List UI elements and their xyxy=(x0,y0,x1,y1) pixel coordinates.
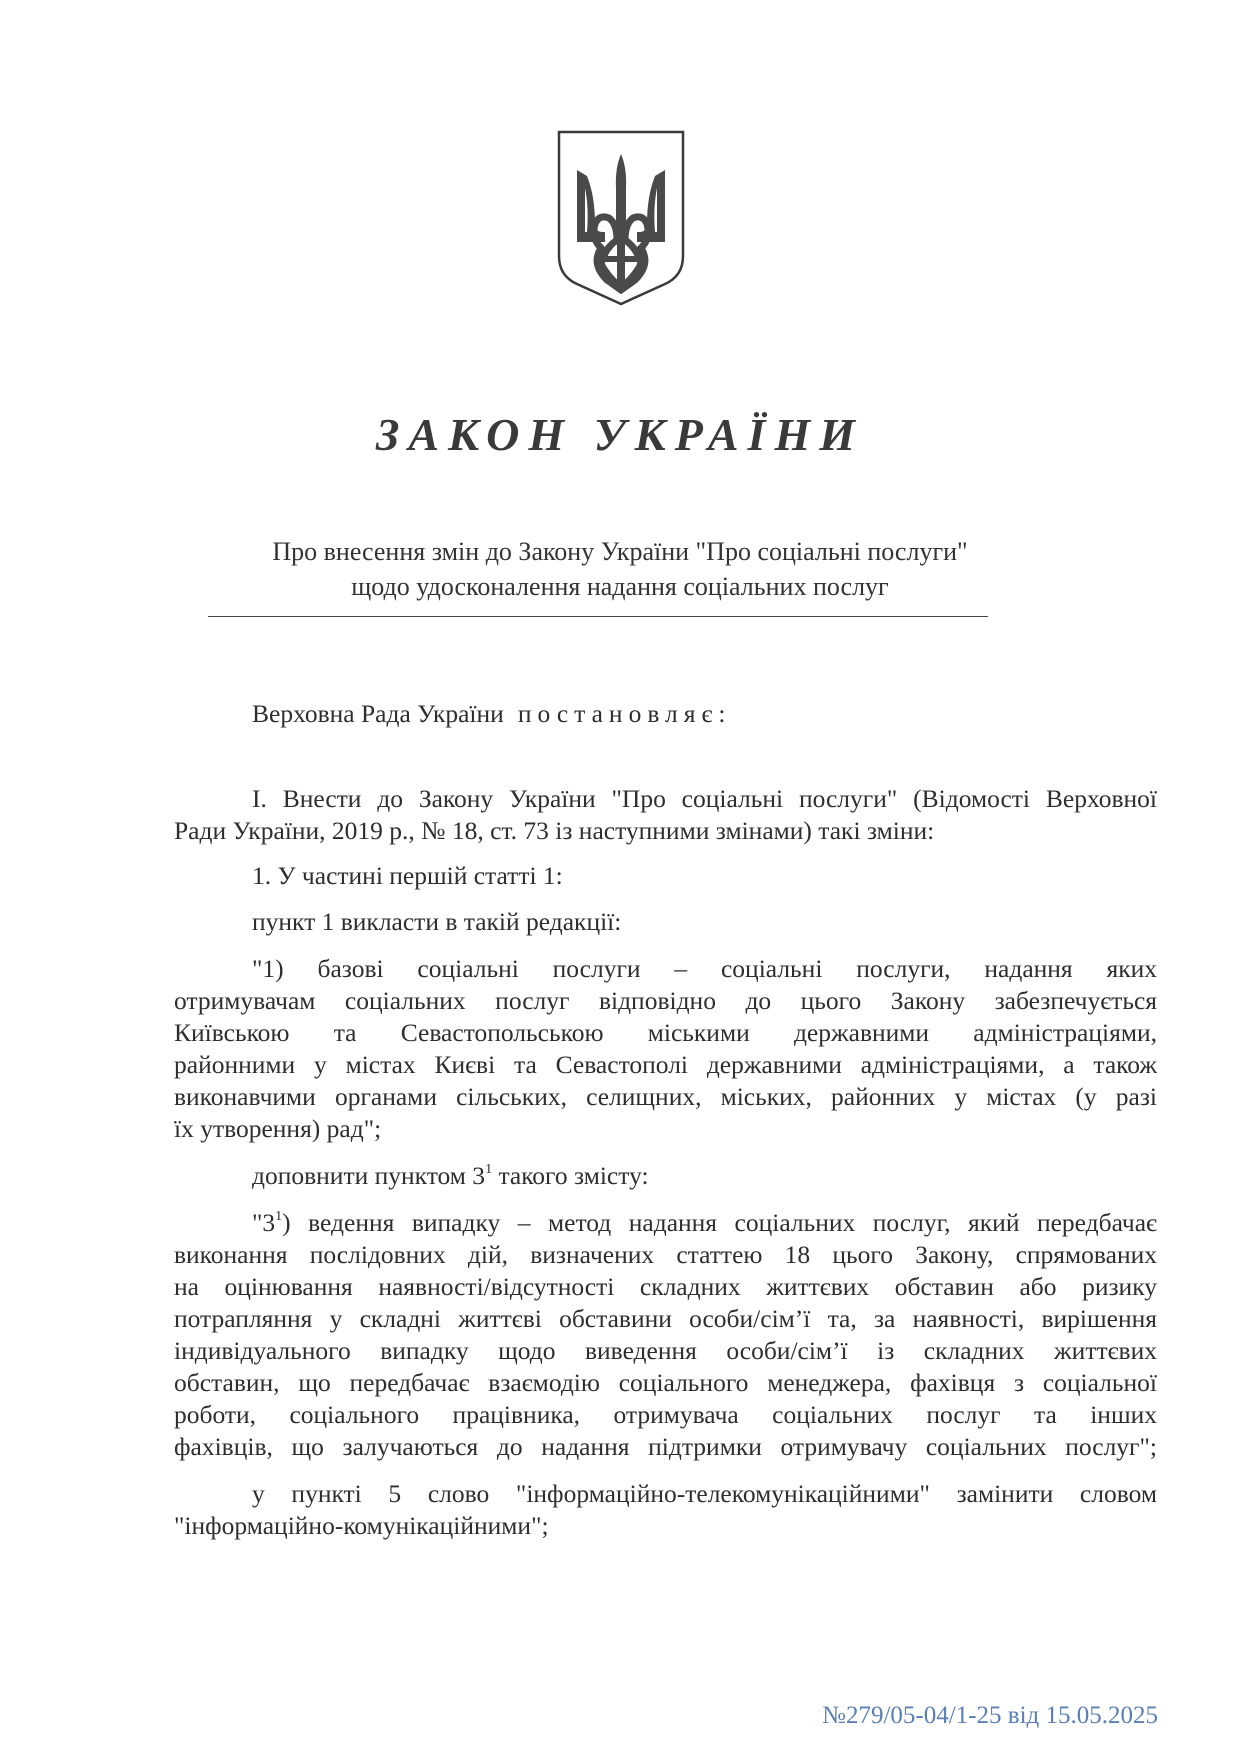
point-3-1-line-4: потрапляння у складні життєві обставини особи/сім’ї та, за наявності, вирішення xyxy=(174,1304,1157,1333)
point-3-1-line-3: на оцінювання наявності/відсутності складних життєвих обставин або ризику xyxy=(174,1272,1157,1301)
point-3-1-first-text: ) ведення випадку – метод надання соціальних послуг, який передбачає xyxy=(282,1208,1157,1237)
law-title: ЗАКОН УКРАЇНИ xyxy=(375,409,865,460)
point-3-1-open: "3 xyxy=(252,1208,276,1237)
point-3-1-intro-superscript: 1 xyxy=(485,1162,493,1177)
point-5-line-2: "інформаційно-комунікаційними"; xyxy=(174,1511,549,1540)
point-1-line-3: Київською та Севастопольською міськими державними адміністраціями, xyxy=(174,1018,1157,1047)
point-3-1-line-5: індивідуального випадку щодо виведення особи/сім’ї із складних життєвих xyxy=(174,1336,1157,1365)
preamble xyxy=(252,698,1157,730)
point-5-line-1: у пункті 5 слово "інформаційно-телекомунікаційними" замінити словом xyxy=(252,1479,1157,1508)
point-1-line-5: виконавчими органами сільських, селищних, міських, районних у містах (у разі xyxy=(174,1082,1157,1111)
item-1-heading: 1. У частині першій статті 1: xyxy=(252,861,563,890)
point-3-1-line-6: обставин, що передбачає взаємодію соціального менеджера, фахівця з соціальної xyxy=(174,1368,1157,1397)
point-1-line-2: отримувачам соціальних послуг відповідно до цього Закону забезпечується xyxy=(174,986,1157,1015)
section-1-line-1: I. Внести до Закону України "Про соціальні послуги" (Відомості Верховної xyxy=(252,784,1157,813)
preamble-resolves: постановляє: xyxy=(517,699,732,728)
registration-number: №279/05-04/1-25 від 15.05.2025 xyxy=(822,1702,1158,1729)
point-3-1-line-8: фахівців, що залучаються до надання підтримки отримувачу соціальних послуг"; xyxy=(174,1432,1157,1461)
subtitle-divider xyxy=(208,616,988,617)
point-1-line-6: їх утворення) рад"; xyxy=(174,1114,382,1143)
section-1-line-2: Ради України, 2019 р., № 18, ст. 73 із наступними змінами) такі зміни: xyxy=(174,816,935,845)
point-3-1-line-1 xyxy=(252,1207,1157,1239)
point-1-line-4: районними у містах Києві та Севастополі державними адміністраціями, а також xyxy=(174,1050,1157,1079)
point-3-1-intro-before: доповнити пунктом 3 xyxy=(252,1161,486,1190)
point-3-1-line-2: виконання послідовних дій, визначених статтею 18 цього Закону, спрямованих xyxy=(174,1240,1157,1269)
point-1-intro: пункт 1 викласти в такій редакції: xyxy=(252,907,622,936)
point-3-1-line-7: роботи, соціального працівника, отримувача соціальних послуг та інших xyxy=(174,1400,1157,1429)
law-subtitle-line-2: щодо удосконалення надання соціальних послуг xyxy=(351,572,889,601)
law-subtitle-line-1: Про внесення змін до Закону України "Про соціальні послуги" xyxy=(272,537,968,566)
point-1-line-1: "1) базові соціальні послуги – соціальні послуги, надання яких xyxy=(252,954,1157,983)
point-3-1-superscript: 1 xyxy=(275,1209,283,1224)
point-3-1-intro xyxy=(252,1160,1157,1192)
point-3-1-intro-after: такого змісту: xyxy=(492,1161,649,1190)
ukraine-trident-coat-of-arms-icon xyxy=(555,128,687,308)
preamble-text: Верховна Рада України xyxy=(252,699,504,728)
